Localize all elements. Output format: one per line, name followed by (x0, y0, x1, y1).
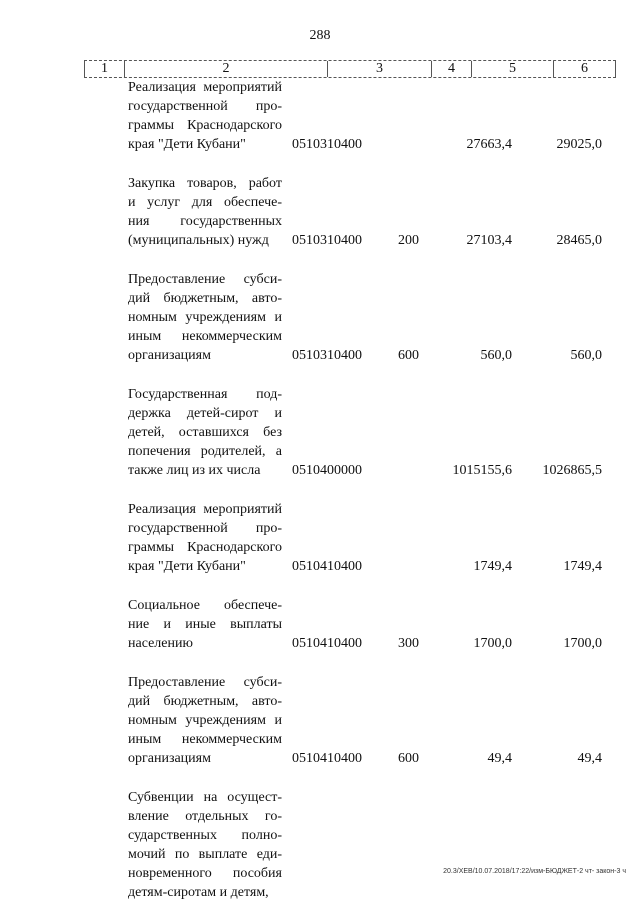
row-name (128, 500, 282, 576)
row-name-line: Реализация мероприятий (128, 80, 282, 95)
row-name (128, 788, 282, 902)
row-value-col5: 1015155,6 (452, 463, 512, 478)
header-col-5: 5 (471, 61, 553, 77)
row-name (128, 596, 282, 653)
row-name-line: ние и иные выплаты (128, 617, 282, 632)
row-name-line: края "Дети Кубани" (128, 559, 246, 574)
page-number: 288 (309, 28, 331, 43)
row-value-col5: 1700,0 (473, 636, 512, 651)
row-name (128, 385, 282, 480)
row-name-line: детей, оставшихся без (128, 425, 282, 440)
row-name-line: края "Дети Кубани" (128, 137, 246, 152)
table-row (0, 596, 640, 653)
row-name-line: организациям (128, 348, 211, 363)
row-code: 0510410400 (292, 636, 362, 651)
header-col-1: 1 (84, 61, 124, 77)
row-name-line: ния государственных (128, 214, 282, 229)
row-name-line: иным некоммерческим (128, 732, 282, 747)
row-code: 0510410400 (292, 559, 362, 574)
row-name-line: мочий по выплате еди- (128, 847, 282, 862)
row-name-line: номным учреждениям и (128, 713, 282, 728)
row-type: 200 (398, 233, 419, 248)
row-name (128, 174, 282, 250)
row-value-col6: 49,4 (577, 751, 602, 766)
row-name-line: граммы Краснодарского (128, 118, 282, 133)
row-value-col6: 1749,4 (563, 559, 602, 574)
row-name-line: Предоставление субси- (128, 272, 282, 287)
row-value-col6: 560,0 (570, 348, 602, 363)
row-code: 0510310400 (292, 348, 362, 363)
row-name-line: Государственная под- (128, 387, 282, 402)
header-col-2: 2 (124, 61, 327, 77)
row-name-line: номным учреждениям и (128, 310, 282, 325)
table-row (0, 270, 640, 365)
row-name (128, 78, 282, 154)
row-name-line: Реализация мероприятий (128, 502, 282, 517)
table-row (0, 673, 640, 768)
row-name-line: также лиц из их числа (128, 463, 261, 478)
row-code: 0510400000 (292, 463, 362, 478)
footer-stamp: 20.3/XEB/10.07.2018/17:22/изм-БЮДЖЕТ-2 чт- закон-3 ч (443, 868, 626, 875)
row-name-line: дий бюджетным, авто- (128, 291, 282, 306)
header-col-4: 4 (431, 61, 471, 77)
row-value-col5: 560,0 (480, 348, 512, 363)
row-name (128, 270, 282, 365)
row-value-col5: 49,4 (487, 751, 512, 766)
row-name (128, 673, 282, 768)
table-header (84, 60, 616, 78)
row-value-col5: 1749,4 (473, 559, 512, 574)
row-name-line: Предоставление субси- (128, 675, 282, 690)
row-name-line: дий бюджетным, авто- (128, 694, 282, 709)
row-name-line: Закупка товаров, работ (128, 176, 282, 191)
row-type: 600 (398, 751, 419, 766)
row-type: 600 (398, 348, 419, 363)
row-type: 300 (398, 636, 419, 651)
row-value-col6: 28465,0 (556, 233, 602, 248)
table-row (0, 174, 640, 250)
row-name-line: организациям (128, 751, 211, 766)
row-value-col6: 1700,0 (563, 636, 602, 651)
row-code: 0510410400 (292, 751, 362, 766)
row-name-line: сударственных полно- (128, 828, 282, 843)
row-value-col6: 29025,0 (556, 137, 602, 152)
table-row (0, 385, 640, 480)
row-name-line: иным некоммерческим (128, 329, 282, 344)
row-name-line: государственной про- (128, 99, 282, 114)
row-name-line: населению (128, 636, 193, 651)
row-name-line: и услуг для обеспече- (128, 195, 282, 210)
row-name-line: попечения родителей, а (128, 444, 282, 459)
table-row (0, 78, 640, 154)
row-value-col5: 27663,4 (466, 137, 512, 152)
table-row (0, 500, 640, 576)
table-row (0, 788, 640, 902)
header-col-6: 6 (553, 61, 616, 77)
row-value-col5: 27103,4 (466, 233, 512, 248)
header-col-3: 3 (327, 61, 431, 77)
row-name-line: новременного пособия (128, 866, 282, 881)
row-name-line: Субвенции на осущест- (128, 790, 282, 805)
row-name-line: граммы Краснодарского (128, 540, 282, 555)
row-name-line: держка детей-сирот и (128, 406, 282, 421)
row-name-line: государственной про- (128, 521, 282, 536)
row-name-line: детям-сиротам и детям, (128, 885, 269, 900)
row-name-line: (муниципальных) нужд (128, 233, 269, 248)
row-code: 0510310400 (292, 233, 362, 248)
row-code: 0510310400 (292, 137, 362, 152)
row-name-line: вление отдельных го- (128, 809, 282, 824)
row-value-col6: 1026865,5 (542, 463, 602, 478)
row-name-line: Социальное обеспече- (128, 598, 282, 613)
